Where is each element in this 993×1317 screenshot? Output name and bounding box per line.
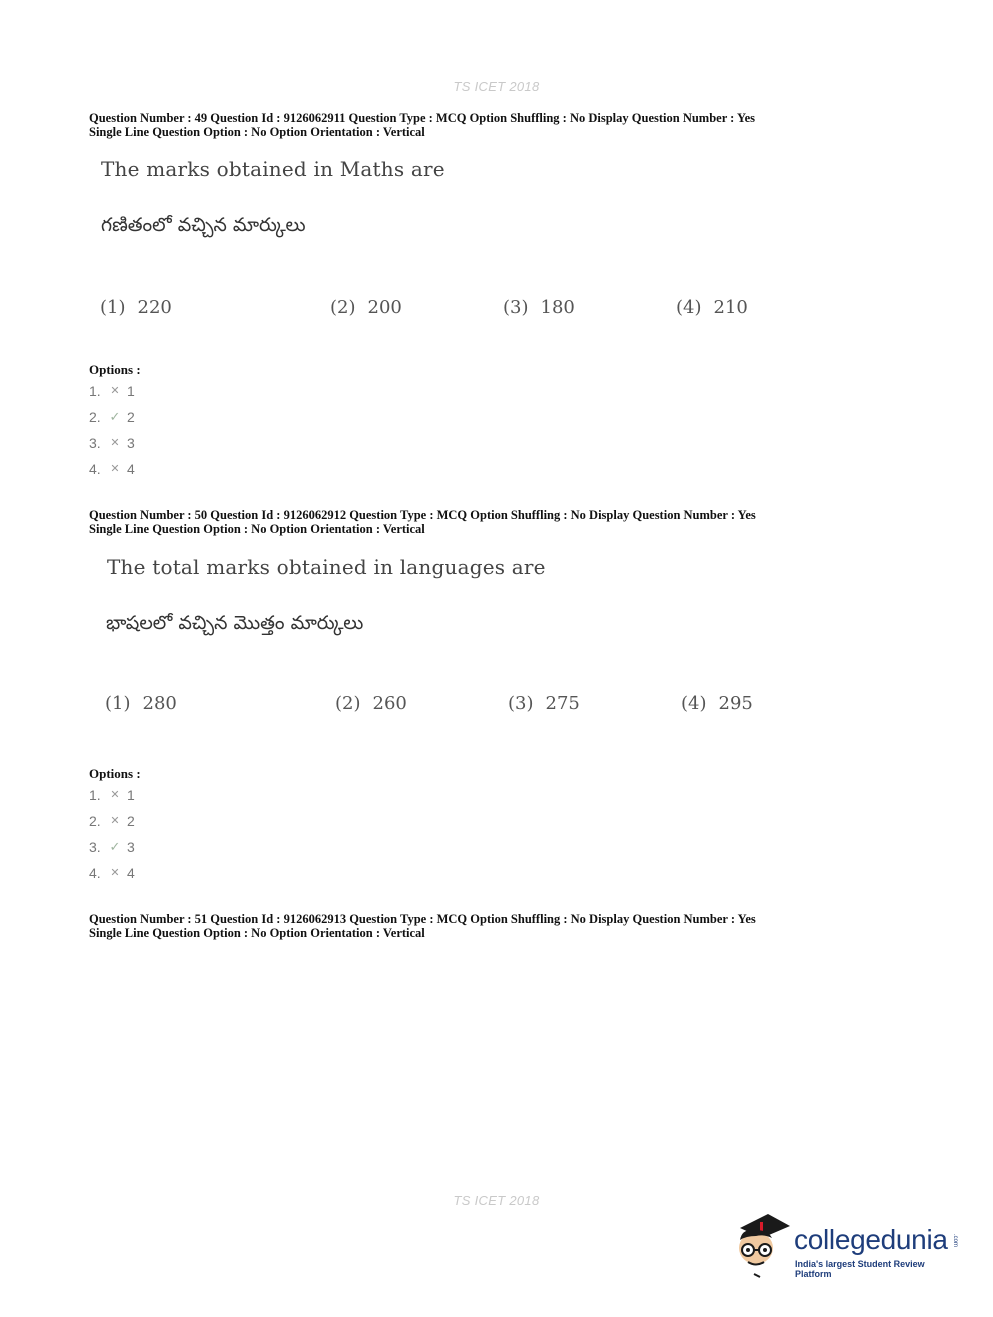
collegedunia-logo <box>734 1210 960 1280</box>
options-label: Options : <box>89 766 141 781</box>
logo-tagline: India's largest Student Review Platform <box>795 1259 925 1279</box>
meta-line-1: Question Number : 49 Question Id : 9126062911 Question Type : MCQ Option Shuffling : No Display Question Number : Yes <box>89 111 756 125</box>
question-meta <box>89 111 756 139</box>
question-text-english: The total marks obtained in languages are <box>107 555 546 579</box>
option-row: 3. ✓ 3 <box>89 839 135 855</box>
choice-4: (4) 210 <box>676 297 748 318</box>
option-row: 4. ✕ 4 <box>89 865 135 881</box>
logo-wordmark: collegedunia <box>794 1224 948 1255</box>
check-icon: ✓ <box>109 839 121 854</box>
cross-icon: ✕ <box>110 867 120 879</box>
page-footer: TS ICET 2018 <box>453 1193 540 1208</box>
choice-2: (2) 200 <box>330 297 402 318</box>
mascot-icon <box>734 1210 794 1280</box>
question-text-telugu: గణితంలో వచ్చిన మార్కులు <box>101 214 306 236</box>
choice-3: (3) 180 <box>503 297 575 318</box>
meta-line-1: Question Number : 50 Question Id : 9126062912 Question Type : MCQ Option Shuffling : No Display Question Number : Yes <box>89 508 756 522</box>
meta-line-2: Single Line Question Option : No Option Orientation : Vertical <box>89 125 425 139</box>
question-text-english: The marks obtained in Maths are <box>101 157 445 181</box>
option-row: 1. ✕ 1 <box>89 383 135 399</box>
choice-3: (3) 275 <box>508 693 580 714</box>
meta-line-2: Single Line Question Option : No Option Orientation : Vertical <box>89 926 425 940</box>
question-meta <box>89 912 756 940</box>
meta-line-2: Single Line Question Option : No Option Orientation : Vertical <box>89 522 425 536</box>
cross-icon: ✕ <box>110 815 120 827</box>
choice-1: (1) 280 <box>105 693 177 714</box>
choice-2: (2) 260 <box>335 693 407 714</box>
option-row: 2. ✕ 2 <box>89 813 135 829</box>
page-header: TS ICET 2018 <box>453 79 540 94</box>
cross-icon: ✕ <box>110 437 120 449</box>
question-meta <box>89 508 756 536</box>
check-icon: ✓ <box>109 409 121 424</box>
meta-line-1: Question Number : 51 Question Id : 9126062913 Question Type : MCQ Option Shuffling : No Display Question Number : Yes <box>89 912 756 926</box>
cross-icon: ✕ <box>110 789 120 801</box>
choice-4: (4) 295 <box>681 693 753 714</box>
option-row: 3. ✕ 3 <box>89 435 135 451</box>
cross-icon: ✕ <box>110 385 120 397</box>
option-row: 1. ✕ 1 <box>89 787 135 803</box>
choice-1: (1) 220 <box>100 297 172 318</box>
option-row: 2. ✓ 2 <box>89 409 135 425</box>
question-text-telugu: భాషలలో వచ్చిన మొత్తం మార్కులు <box>106 612 364 634</box>
options-label: Options : <box>89 362 141 377</box>
cross-icon: ✕ <box>110 463 120 475</box>
logo-domain: .com <box>952 1234 958 1248</box>
option-row: 4. ✕ 4 <box>89 461 135 477</box>
